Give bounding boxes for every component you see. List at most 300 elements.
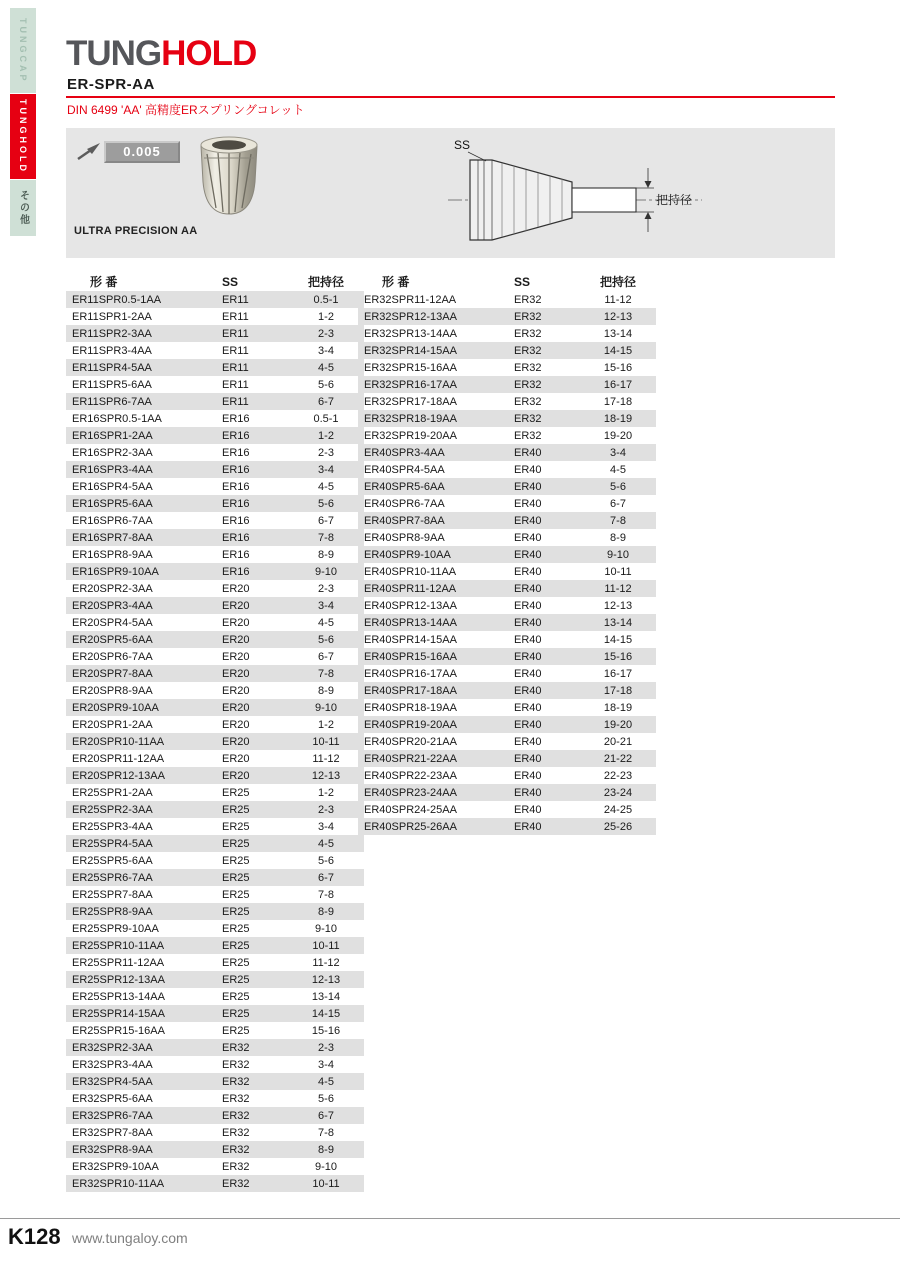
cell-model: ER11SPR3-4AA xyxy=(72,344,152,357)
collet-diagram xyxy=(440,134,710,256)
cell-grip: 2-3 xyxy=(318,803,334,816)
cell-ss: ER32 xyxy=(222,1177,250,1190)
cell-model: ER16SPR5-6AA xyxy=(72,497,153,510)
cell-model: ER32SPR3-4AA xyxy=(72,1058,153,1071)
table-row xyxy=(358,716,656,733)
cell-ss: ER32 xyxy=(222,1075,250,1088)
cell-model: ER20SPR6-7AA xyxy=(72,650,153,663)
table-row xyxy=(358,750,656,767)
table-row xyxy=(66,648,364,665)
cell-grip: 9-10 xyxy=(606,548,630,561)
cell-model: ER32SPR8-9AA xyxy=(72,1143,153,1156)
cell-ss: ER25 xyxy=(222,905,250,918)
cell-model: ER32SPR12-13AA xyxy=(364,310,457,323)
table-row xyxy=(358,648,656,665)
cell-model: ER40SPR4-5AA xyxy=(364,463,445,476)
cell-ss: ER40 xyxy=(514,582,542,595)
cell-grip: 6-7 xyxy=(318,514,334,527)
cell-ss: ER32 xyxy=(514,395,542,408)
cell-model: ER32SPR5-6AA xyxy=(72,1092,153,1105)
table-row xyxy=(66,1158,364,1175)
table-row xyxy=(358,546,656,563)
side-tab-other[interactable] xyxy=(10,180,36,236)
table-row xyxy=(358,563,656,580)
cell-ss: ER11 xyxy=(222,344,249,357)
cell-grip: 25-26 xyxy=(603,820,633,833)
cell-model: ER20SPR9-10AA xyxy=(72,701,159,714)
table-row xyxy=(66,954,364,971)
table-row xyxy=(358,733,656,750)
table-row xyxy=(66,393,364,410)
cell-model: ER32SPR10-11AA xyxy=(72,1177,165,1190)
cell-model: ER11SPR2-3AA xyxy=(72,327,152,340)
cell-ss: ER25 xyxy=(222,1024,250,1037)
cell-model: ER25SPR11-12AA xyxy=(72,956,165,969)
cell-ss: ER20 xyxy=(222,599,250,612)
cell-model: ER25SPR2-3AA xyxy=(72,803,153,816)
table-row xyxy=(66,988,364,1005)
cell-ss: ER32 xyxy=(514,378,542,391)
cell-grip: 3-4 xyxy=(318,1058,334,1071)
cell-model: ER32SPR9-10AA xyxy=(72,1160,159,1173)
cell-grip: 24-25 xyxy=(603,803,633,816)
cell-model: ER32SPR15-16AA xyxy=(364,361,457,374)
table-row xyxy=(66,597,364,614)
table-row xyxy=(66,444,364,461)
cell-grip: 5-6 xyxy=(318,633,334,646)
cell-model: ER40SPR7-8AA xyxy=(364,514,445,527)
cell-grip: 15-16 xyxy=(603,650,633,663)
cell-grip: 1-2 xyxy=(318,718,334,731)
cell-model: ER25SPR9-10AA xyxy=(72,922,159,935)
cell-grip: 14-15 xyxy=(603,344,633,357)
cell-grip: 7-8 xyxy=(610,514,626,527)
cell-model: ER20SPR1-2AA xyxy=(72,718,153,731)
cell-grip: 5-6 xyxy=(318,854,334,867)
table-row xyxy=(66,1141,364,1158)
brand-logo-part1: TUNG xyxy=(66,34,162,73)
cell-model: ER16SPR8-9AA xyxy=(72,548,153,561)
cell-model: ER40SPR16-17AA xyxy=(364,667,457,680)
cell-model: ER32SPR18-19AA xyxy=(364,412,457,425)
table-row xyxy=(66,750,364,767)
cell-ss: ER25 xyxy=(222,854,250,867)
cell-ss: ER32 xyxy=(222,1058,250,1071)
table-row xyxy=(358,393,656,410)
table-row xyxy=(358,682,656,699)
cell-model: ER32SPR14-15AA xyxy=(364,344,457,357)
cell-ss: ER32 xyxy=(222,1041,250,1054)
table-row xyxy=(66,869,364,886)
cell-ss: ER20 xyxy=(222,718,250,731)
table-row xyxy=(66,1022,364,1039)
cell-grip: 8-9 xyxy=(610,531,626,544)
table-header-row xyxy=(66,272,364,291)
cell-grip: 0.5-1 xyxy=(313,412,339,425)
cell-model: ER20SPR8-9AA xyxy=(72,684,153,697)
table-row xyxy=(66,784,364,801)
column-header-model: 形 番 xyxy=(382,275,410,289)
cell-grip: 2-3 xyxy=(318,327,334,340)
cell-ss: ER40 xyxy=(514,667,542,680)
table-row xyxy=(66,1056,364,1073)
cell-ss: ER25 xyxy=(222,837,250,850)
table-header-row xyxy=(358,272,656,291)
cell-model: ER20SPR2-3AA xyxy=(72,582,153,595)
cell-grip: 8-9 xyxy=(318,548,334,561)
table-row xyxy=(66,410,364,427)
cell-grip: 6-7 xyxy=(318,395,334,408)
cell-model: ER25SPR5-6AA xyxy=(72,854,153,867)
cell-grip: 21-22 xyxy=(603,752,633,765)
cell-grip: 23-24 xyxy=(603,786,633,799)
table-row xyxy=(66,682,364,699)
table-row xyxy=(358,699,656,716)
cell-grip: 5-6 xyxy=(318,497,334,510)
header-divider xyxy=(66,96,835,98)
cell-ss: ER20 xyxy=(222,769,250,782)
cell-grip: 12-13 xyxy=(311,769,341,782)
cell-model: ER40SPR20-21AA xyxy=(364,735,457,748)
cell-ss: ER20 xyxy=(222,684,250,697)
cell-ss: ER40 xyxy=(514,769,542,782)
cell-grip: 4-5 xyxy=(318,837,334,850)
cell-ss: ER16 xyxy=(222,514,250,527)
table-row xyxy=(66,801,364,818)
cell-model: ER16SPR2-3AA xyxy=(72,446,153,459)
cell-ss: ER20 xyxy=(222,582,250,595)
cell-ss: ER16 xyxy=(222,497,250,510)
cell-ss: ER20 xyxy=(222,650,250,663)
cell-ss: ER40 xyxy=(514,599,542,612)
table-row xyxy=(358,308,656,325)
cell-grip: 15-16 xyxy=(603,361,633,374)
table-row xyxy=(66,580,364,597)
table-row xyxy=(358,410,656,427)
cell-model: ER20SPR11-12AA xyxy=(72,752,165,765)
cell-ss: ER32 xyxy=(514,293,542,306)
table-row xyxy=(358,495,656,512)
table-row xyxy=(66,818,364,835)
cell-grip: 10-11 xyxy=(312,939,340,952)
cell-model: ER40SPR9-10AA xyxy=(364,548,451,561)
cell-grip: 3-4 xyxy=(610,446,626,459)
cell-grip: 13-14 xyxy=(603,327,633,340)
cell-model: ER32SPR16-17AA xyxy=(364,378,457,391)
table-row xyxy=(358,342,656,359)
cell-grip: 11-12 xyxy=(604,582,632,595)
cell-model: ER16SPR0.5-1AA xyxy=(72,412,162,425)
cell-model: ER40SPR19-20AA xyxy=(364,718,457,731)
cell-model: ER11SPR4-5AA xyxy=(72,361,152,374)
cell-grip: 5-6 xyxy=(318,378,334,391)
table-row xyxy=(358,784,656,801)
table-row xyxy=(358,631,656,648)
cell-model: ER16SPR7-8AA xyxy=(72,531,153,544)
cell-ss: ER40 xyxy=(514,684,542,697)
cell-grip: 13-14 xyxy=(603,616,633,629)
table-row xyxy=(66,325,364,342)
table-row xyxy=(358,614,656,631)
cell-grip: 10-11 xyxy=(312,1177,340,1190)
cell-ss: ER20 xyxy=(222,616,250,629)
cell-ss: ER40 xyxy=(514,650,542,663)
cell-model: ER40SPR25-26AA xyxy=(364,820,457,833)
cell-model: ER40SPR13-14AA xyxy=(364,616,457,629)
cell-ss: ER40 xyxy=(514,786,542,799)
table-row xyxy=(66,886,364,903)
table-row xyxy=(358,529,656,546)
table-row xyxy=(66,631,364,648)
table-row xyxy=(358,580,656,597)
table-row xyxy=(66,291,364,308)
cell-ss: ER32 xyxy=(514,361,542,374)
side-tab-tungcap[interactable] xyxy=(10,8,36,93)
cell-grip: 1-2 xyxy=(318,786,334,799)
table-row xyxy=(358,427,656,444)
table-row xyxy=(66,529,364,546)
cell-model: ER32SPR7-8AA xyxy=(72,1126,153,1139)
cell-ss: ER32 xyxy=(514,429,542,442)
cell-grip: 15-16 xyxy=(311,1024,341,1037)
side-tab-other-label: その他 xyxy=(17,190,29,226)
page-number: K128 xyxy=(8,1224,61,1249)
product-code: ER-SPR-AA xyxy=(67,76,155,93)
cell-ss: ER32 xyxy=(222,1109,250,1122)
cell-grip: 12-13 xyxy=(603,599,633,612)
cell-grip: 10-11 xyxy=(312,735,340,748)
cell-ss: ER32 xyxy=(222,1092,250,1105)
table-row xyxy=(66,733,364,750)
side-tab-tunghold[interactable] xyxy=(10,94,36,179)
cell-grip: 1-2 xyxy=(318,429,334,442)
cell-grip: 6-7 xyxy=(318,650,334,663)
precision-caption: ULTRA PRECISION AA xyxy=(74,225,198,237)
cell-grip: 0.5-1 xyxy=(313,293,339,306)
cell-grip: 8-9 xyxy=(318,905,334,918)
cell-grip: 3-4 xyxy=(318,344,334,357)
table-row xyxy=(66,852,364,869)
cell-ss: ER20 xyxy=(222,701,250,714)
cell-model: ER40SPR22-23AA xyxy=(364,769,457,782)
table-row xyxy=(66,920,364,937)
side-tab-tungcap-label: TUNGCAP xyxy=(18,17,28,84)
cell-ss: ER25 xyxy=(222,1007,250,1020)
cell-grip: 14-15 xyxy=(603,633,633,646)
cell-ss: ER40 xyxy=(514,701,542,714)
cell-grip: 11-12 xyxy=(312,752,340,765)
table-row xyxy=(66,665,364,682)
cell-grip: 3-4 xyxy=(318,820,334,833)
column-header-grip: 把持径 xyxy=(307,275,344,289)
cell-ss: ER11 xyxy=(222,327,249,340)
cell-grip: 2-3 xyxy=(318,446,334,459)
cell-ss: ER40 xyxy=(514,548,542,561)
cell-ss: ER40 xyxy=(514,752,542,765)
cell-grip: 19-20 xyxy=(603,718,633,731)
cell-ss: ER32 xyxy=(514,310,542,323)
cell-ss: ER40 xyxy=(514,735,542,748)
cell-grip: 7-8 xyxy=(318,667,334,680)
cell-model: ER16SPR4-5AA xyxy=(72,480,153,493)
cell-ss: ER40 xyxy=(514,718,542,731)
cell-grip: 3-4 xyxy=(318,599,334,612)
cell-ss: ER16 xyxy=(222,463,250,476)
cell-model: ER25SPR12-13AA xyxy=(72,973,165,986)
footer-divider xyxy=(0,1218,900,1219)
cell-grip: 13-14 xyxy=(311,990,341,1003)
table-row xyxy=(358,597,656,614)
cell-ss: ER25 xyxy=(222,786,250,799)
cell-grip: 12-13 xyxy=(603,310,633,323)
table-row xyxy=(66,342,364,359)
cell-model: ER25SPR6-7AA xyxy=(72,871,153,884)
cell-model: ER25SPR3-4AA xyxy=(72,820,153,833)
cell-grip: 5-6 xyxy=(610,480,626,493)
cell-model: ER16SPR3-4AA xyxy=(72,463,153,476)
cell-model: ER20SPR12-13AA xyxy=(72,769,165,782)
cell-grip: 18-19 xyxy=(603,412,633,425)
cell-model: ER32SPR6-7AA xyxy=(72,1109,153,1122)
table-row xyxy=(358,512,656,529)
cell-grip: 4-5 xyxy=(318,616,334,629)
cell-grip: 11-12 xyxy=(604,293,632,306)
cell-grip: 6-7 xyxy=(610,497,626,510)
cell-ss: ER11 xyxy=(222,395,249,408)
cell-grip: 4-5 xyxy=(318,361,334,374)
cell-grip: 16-17 xyxy=(603,378,633,391)
cell-ss: ER40 xyxy=(514,497,542,510)
cell-ss: ER32 xyxy=(514,327,542,340)
table-row xyxy=(66,937,364,954)
cell-grip: 14-15 xyxy=(311,1007,341,1020)
feature-banner xyxy=(66,128,835,258)
cell-model: ER40SPR8-9AA xyxy=(364,531,445,544)
table-row xyxy=(66,835,364,852)
cell-ss: ER20 xyxy=(222,752,250,765)
cell-ss: ER40 xyxy=(514,633,542,646)
table-row xyxy=(358,359,656,376)
table-row xyxy=(358,818,656,835)
table-row xyxy=(66,546,364,563)
cell-ss: ER25 xyxy=(222,888,250,901)
column-header-model: 形 番 xyxy=(90,275,118,289)
cell-ss: ER40 xyxy=(514,514,542,527)
column-header-ss: SS xyxy=(514,274,531,289)
table-row xyxy=(358,665,656,682)
table-row xyxy=(358,478,656,495)
cell-model: ER25SPR8-9AA xyxy=(72,905,153,918)
cell-grip: 3-4 xyxy=(318,463,334,476)
cell-grip: 7-8 xyxy=(318,531,334,544)
cell-ss: ER32 xyxy=(222,1126,250,1139)
cell-model: ER40SPR11-12AA xyxy=(364,582,457,595)
cell-ss: ER25 xyxy=(222,939,250,952)
table-row xyxy=(66,478,364,495)
diagram-grip-label: 把持径 xyxy=(656,193,693,207)
table-row xyxy=(66,376,364,393)
cell-grip: 5-6 xyxy=(318,1092,334,1105)
cell-model: ER11SPR1-2AA xyxy=(72,310,152,323)
cell-model: ER40SPR6-7AA xyxy=(364,497,445,510)
cell-model: ER11SPR0.5-1AA xyxy=(72,293,162,306)
table-row xyxy=(358,801,656,818)
diagram-ss-label: SS xyxy=(454,138,471,152)
cell-model: ER20SPR7-8AA xyxy=(72,667,153,680)
cell-grip: 6-7 xyxy=(318,1109,334,1122)
table-row xyxy=(66,308,364,325)
cell-ss: ER25 xyxy=(222,871,250,884)
cell-grip: 9-10 xyxy=(314,701,338,714)
cell-model: ER32SPR2-3AA xyxy=(72,1041,153,1054)
cell-grip: 18-19 xyxy=(603,701,633,714)
cell-ss: ER25 xyxy=(222,956,250,969)
table-row xyxy=(66,563,364,580)
table-row xyxy=(66,903,364,920)
cell-model: ER40SPR21-22AA xyxy=(364,752,457,765)
cell-grip: 19-20 xyxy=(603,429,633,442)
cell-ss: ER16 xyxy=(222,412,250,425)
table-row xyxy=(66,1107,364,1124)
table-row xyxy=(66,767,364,784)
cell-model: ER20SPR5-6AA xyxy=(72,633,153,646)
column-header-ss: SS xyxy=(222,274,239,289)
table-row xyxy=(66,512,364,529)
cell-model: ER25SPR4-5AA xyxy=(72,837,153,850)
side-tab-bar xyxy=(10,8,36,237)
cell-grip: 7-8 xyxy=(318,888,334,901)
cell-ss: ER20 xyxy=(222,735,250,748)
cell-grip: 8-9 xyxy=(318,1143,334,1156)
cell-ss: ER25 xyxy=(222,973,250,986)
cell-grip: 20-21 xyxy=(603,735,633,748)
cell-model: ER16SPR6-7AA xyxy=(72,514,153,527)
table-row xyxy=(66,1073,364,1090)
table-row xyxy=(66,1124,364,1141)
cell-ss: ER40 xyxy=(514,480,542,493)
column-header-grip: 把持径 xyxy=(599,275,636,289)
cell-grip: 11-12 xyxy=(312,956,340,969)
cell-grip: 9-10 xyxy=(314,565,338,578)
cell-model: ER16SPR9-10AA xyxy=(72,565,159,578)
cell-grip: 17-18 xyxy=(603,684,633,697)
cell-model: ER16SPR1-2AA xyxy=(72,429,153,442)
table-row xyxy=(66,495,364,512)
table-row xyxy=(66,359,364,376)
table-row xyxy=(66,614,364,631)
cell-grip: 8-9 xyxy=(318,684,334,697)
cell-model: ER20SPR10-11AA xyxy=(72,735,165,748)
cell-model: ER40SPR3-4AA xyxy=(364,446,445,459)
cell-grip: 17-18 xyxy=(603,395,633,408)
table-row xyxy=(66,716,364,733)
table-row xyxy=(358,444,656,461)
cell-model: ER40SPR5-6AA xyxy=(364,480,445,493)
runout-badge xyxy=(74,141,180,163)
table-row xyxy=(66,971,364,988)
cell-grip: 4-5 xyxy=(318,1075,334,1088)
cell-ss: ER16 xyxy=(222,480,250,493)
footer-url[interactable]: www.tungaloy.com xyxy=(72,1230,188,1246)
cell-grip: 4-5 xyxy=(610,463,626,476)
cell-ss: ER40 xyxy=(514,531,542,544)
table-row xyxy=(66,1175,364,1192)
cell-model: ER32SPR13-14AA xyxy=(364,327,457,340)
cell-ss: ER40 xyxy=(514,463,542,476)
cell-grip: 10-11 xyxy=(604,565,632,578)
cell-model: ER25SPR15-16AA xyxy=(72,1024,165,1037)
cell-model: ER40SPR23-24AA xyxy=(364,786,457,799)
